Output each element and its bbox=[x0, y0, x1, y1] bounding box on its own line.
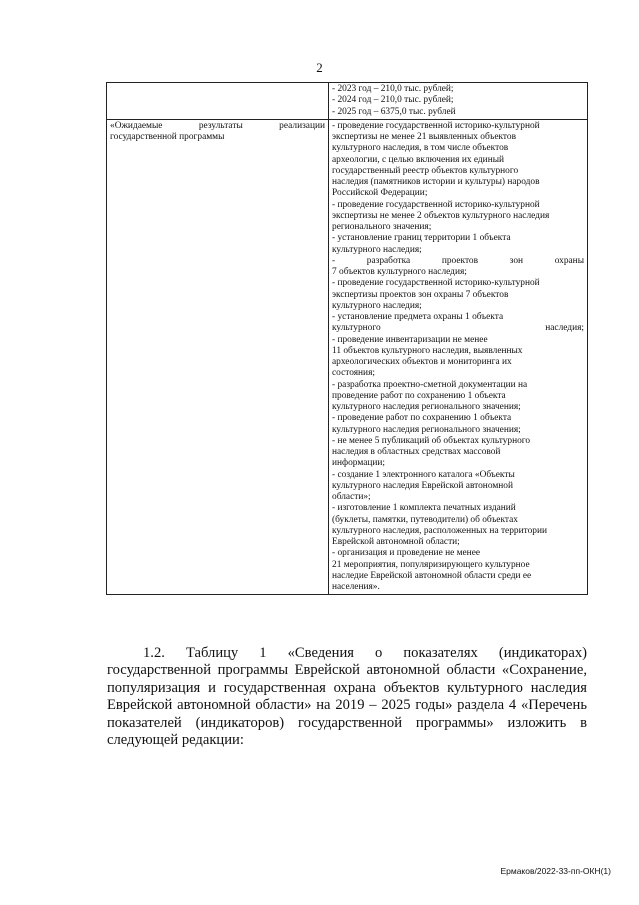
result-line: - проведение государственной историко-культурной bbox=[332, 278, 540, 289]
result-line: культурного наследия, в том числе объектов bbox=[332, 143, 509, 154]
result-line: культурного наследия, расположенных на территории bbox=[332, 525, 547, 536]
result-line: (буклеты, памятки, путеводители) об объектах bbox=[332, 514, 518, 525]
result-line: - установление границ территории 1 объекта bbox=[332, 233, 511, 244]
result-line: регионального значения; bbox=[332, 222, 432, 232]
result-line: культурного наследия; bbox=[332, 323, 584, 334]
result-line: культурного наследия регионального значения; bbox=[332, 402, 521, 412]
result-line: 11 объектов культурного наследия, выявленных bbox=[332, 345, 523, 356]
document-code: Ермаков/2022-33-пп-ОКН(1) bbox=[500, 866, 611, 876]
result-line: информации; bbox=[332, 458, 386, 469]
result-line: - разработка проектов зон охраны bbox=[332, 255, 584, 266]
result-line: 21 мероприятия, популяризирующего культурное bbox=[332, 559, 530, 570]
result-line: Российской Федерации; bbox=[332, 188, 428, 199]
funding-label-cell bbox=[107, 83, 329, 120]
page-number: 2 bbox=[316, 60, 323, 75]
result-line: культурного наследия; bbox=[332, 300, 422, 311]
result-line: археологии, с целью включения их единый bbox=[332, 154, 505, 165]
result-line: - создание 1 электронного каталога «Объекты bbox=[332, 469, 515, 480]
paragraph-line: следующей редакции: bbox=[107, 732, 244, 749]
result-line: археологических объектов и мониторинга их bbox=[332, 357, 512, 367]
paragraph-line: Еврейской автономной области» на 2019 – 2025 годы» раздела 4 «Перечень bbox=[107, 697, 587, 714]
result-line: государственный реестр объектов культурного bbox=[332, 165, 519, 176]
funding-line: - 2023 год – 210,0 тыс. рублей; bbox=[332, 84, 454, 94]
paragraph-line: популяризация и государственная охрана объектов культурного наследия bbox=[107, 679, 587, 696]
result-line: наследия в областных средствах массовой bbox=[332, 447, 501, 457]
result-line: культурного наследия Еврейской автономной bbox=[332, 480, 513, 491]
result-line: - проведение инвентаризации не менее bbox=[332, 334, 488, 345]
result-line: экспертизы не менее 21 выявленных объектов bbox=[332, 132, 517, 142]
result-line: культурного наследия регионального значения; bbox=[332, 424, 521, 435]
paragraph-line: 1.2. Таблицу 1 «Сведения о показателях (индикаторах) bbox=[143, 645, 587, 661]
funding-value-cell bbox=[329, 83, 588, 120]
result-line: проведение работ по сохранению 1 объекта bbox=[332, 390, 506, 401]
result-line: Еврейской автономной области; bbox=[332, 537, 460, 547]
result-line: наследие Еврейской автономной области среди ее bbox=[332, 570, 532, 581]
result-line: - изготовление 1 комплекта печатных изданий bbox=[332, 503, 516, 514]
result-line: 7 объектов культурного наследия; bbox=[332, 267, 467, 277]
result-line: - не менее 5 публикаций об объектах культурного bbox=[332, 435, 531, 446]
result-line: - проведение государственной историко-культурной bbox=[332, 120, 540, 131]
result-line: экспертизы не менее 2 объектов культурного наследия bbox=[332, 210, 550, 221]
expected-results-cell bbox=[329, 119, 588, 595]
table-row-expected-results bbox=[107, 119, 588, 595]
funding-line: - 2025 год – 6375,0 тыс. рублей bbox=[332, 106, 456, 117]
result-line: состояния; bbox=[332, 368, 375, 379]
result-line: - проведение работ по сохранению 1 объекта bbox=[332, 413, 512, 424]
funding-line: - 2024 год – 210,0 тыс. рублей; bbox=[332, 95, 454, 106]
result-line: - организация и проведение не менее bbox=[332, 548, 481, 559]
result-line: наследия (памятников истории и культуры) народов bbox=[332, 177, 540, 187]
result-line: - проведение государственной историко-культурной bbox=[332, 199, 540, 210]
paragraph-line: показателей (индикаторов) государственной программы» изложить в bbox=[107, 714, 587, 731]
result-line: - установление предмета охраны 1 объекта bbox=[332, 312, 504, 322]
amendment-paragraph bbox=[107, 645, 587, 749]
result-line: экспертизы проектов зон охраны 7 объектов bbox=[332, 289, 509, 300]
result-line: населения». bbox=[332, 582, 380, 592]
program-passport-table bbox=[106, 82, 588, 595]
paragraph-line: государственной программы Еврейской автономной области «Сохранение, bbox=[107, 662, 587, 679]
result-line: - разработка проектно-сметной документации на bbox=[332, 379, 528, 390]
expected-results-label: «Ожидаемые результаты реализации государственной программы bbox=[107, 119, 329, 595]
result-line: культурного наследия; bbox=[332, 244, 422, 255]
table-row-funding bbox=[107, 83, 588, 120]
result-line: области»; bbox=[332, 492, 371, 502]
